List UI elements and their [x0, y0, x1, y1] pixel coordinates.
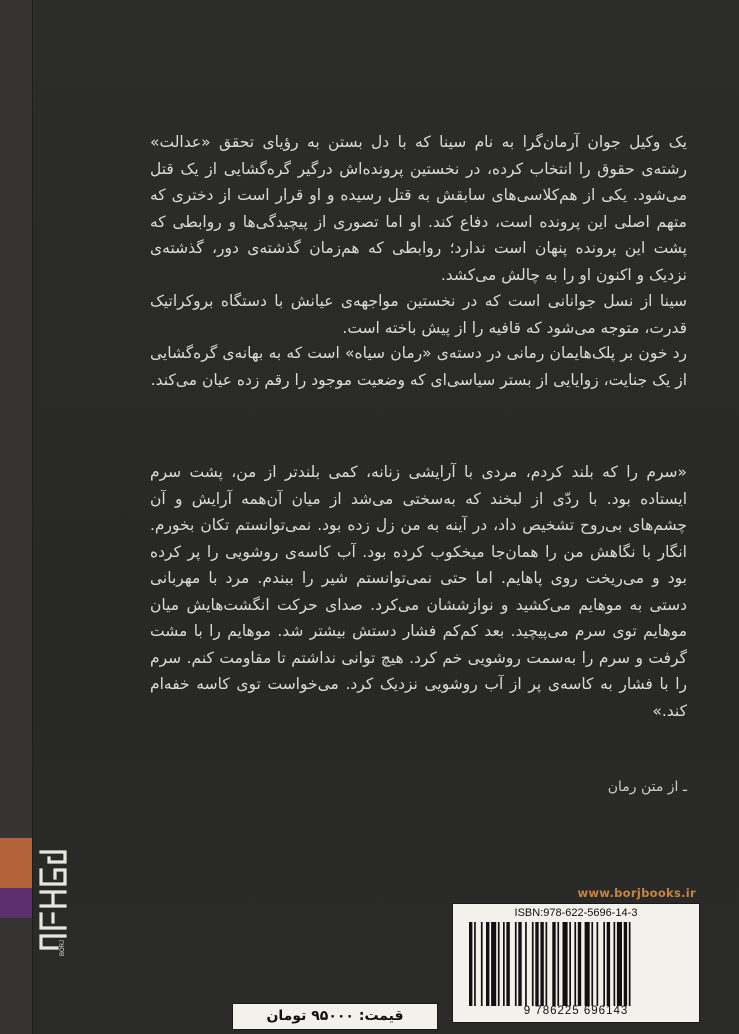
barcode-bar [552, 922, 555, 1006]
barcode-bar [557, 922, 559, 1006]
spine-accent-orange [0, 838, 32, 888]
barcode-icon [467, 922, 687, 1006]
barcode-bar [585, 922, 590, 1006]
barcode-bar [486, 922, 489, 1006]
blurb-paragraph-1b: سینا از نسل جوانانی است که در نخستین مواجهه‌ی عیانش با دستگاه بروکراتیک قدرت، متوجه می‌شود که قافیه را از پیش باخته است. [150, 292, 687, 337]
barcode-bar [597, 922, 599, 1006]
barcode-bar [481, 922, 483, 1006]
barcode-bar [525, 922, 527, 1006]
barcode-bar [518, 922, 521, 1006]
barcode-box [452, 903, 700, 1023]
barcode-bar [469, 922, 472, 1006]
barcode-bar [603, 922, 605, 1006]
barcode-bar [591, 922, 593, 1006]
blurb-paragraph-1: یک وکیل جوان آرمان‌گرا به نام سینا که با دل بستن به رؤیای تحقق «عدالت» رشته‌ی حقوق را انتخاب کرده، در نخستین پرونده‌اش درگیر گره‌گشایی از یک قتل می‌شود. یکی از هم‌کلاسی‌های سابقش به قتل رسیده و او قرار است از دختری که متهم اصلی این پرونده است، دفاع کند. او اما تصوری از پیچیدگی‌ها و روابطی که پشت این پرونده پنهان است ندارد؛ روابطی که هم‌زمان گذشته‌ی دور، گذشته‌ی نزدیک و اکنون او را به چالش می‌کشد. [150, 133, 687, 284]
barcode-bar [515, 922, 517, 1006]
barcode-bar [506, 922, 509, 1006]
novel-excerpt: «سرم را که بلند کردم، مردی با آرایشی زنانه، کمی بلندتر از من، پشت سرم ایستاده بود. با ردّی از لبخند که به‌سختی می‌شد از میان آن‌همه آرایش و آن چشم‌های بی‌روح تشخیص داد، در آینه به من زل زده بود. نمی‌توانستم تکان بخورم. انگار با نگاهش من را همان‌جا میخکوب کرده بود. آب کاسه‌ی روشویی را پر کرده بود و می‌ریخت روی پاهایم. اما حتی نمی‌توانستم شیر را ببندم. مرد با مهربانی دستی به موهایم می‌کشید و نوازششان می‌کرد. صدای حرکت انگشت‌هایش میان موهایم توی سرم می‌پیچید. بعد کم‌کم فشار دستش بیشتر شد. موهایم را با مشت گرفت و سرم را به‌سمت روشویی خم کرد. هیچ توانی نداشتم تا مقاومت کنم. سرم را با فشار به کاسه‌ی پر از آب روشویی نزدیک کرد. می‌خواست توی کاسه خفه‌ام کند.» [150, 463, 687, 720]
barcode-bar [503, 922, 505, 1006]
barcode-bar [535, 922, 538, 1006]
barcode-bar [540, 922, 543, 1006]
blurb-paragraph-2: رد خون بر پلک‌هایمان رمانی در دسته‌ی «رمان سیاه» است که به بهانه‌ی گره‌گشایی از یک جنایت، زوایایی از بستر سیاسی‌ای که وضعیت موجود را رقم زده عیان می‌کند. [150, 344, 687, 389]
barcode-bar [624, 922, 627, 1006]
barcode-bar [498, 922, 500, 1006]
barcode-bar [532, 922, 534, 1006]
blurb-paragraph [150, 129, 687, 341]
barcode-bar [474, 922, 476, 1006]
barcode-bar [569, 922, 571, 1006]
barcode-bar [563, 922, 568, 1006]
spine-accent-purple [0, 888, 32, 918]
barcode-bar [614, 922, 616, 1006]
barcode-bar [574, 922, 576, 1006]
barcode-number: 9 786225 696143 [523, 1005, 629, 1017]
barcode-bar [617, 922, 622, 1006]
logo-label: BORJ [60, 939, 66, 956]
barcode-bar [607, 922, 610, 1006]
excerpt-source: ـ از متن رمان [607, 779, 687, 795]
barcode-bar [578, 922, 581, 1006]
isbn-text: ISBN:978-622-5696-14-3 [514, 907, 638, 919]
publisher-website: www.borjbooks.ir [577, 886, 696, 900]
barcode-bar [546, 922, 548, 1006]
barcode-bar [629, 922, 631, 1006]
barcode-bar [491, 922, 496, 1006]
borj-logo-icon [38, 848, 68, 960]
price-label: قیمت: ۹۵۰۰۰ تومان [232, 1003, 438, 1030]
